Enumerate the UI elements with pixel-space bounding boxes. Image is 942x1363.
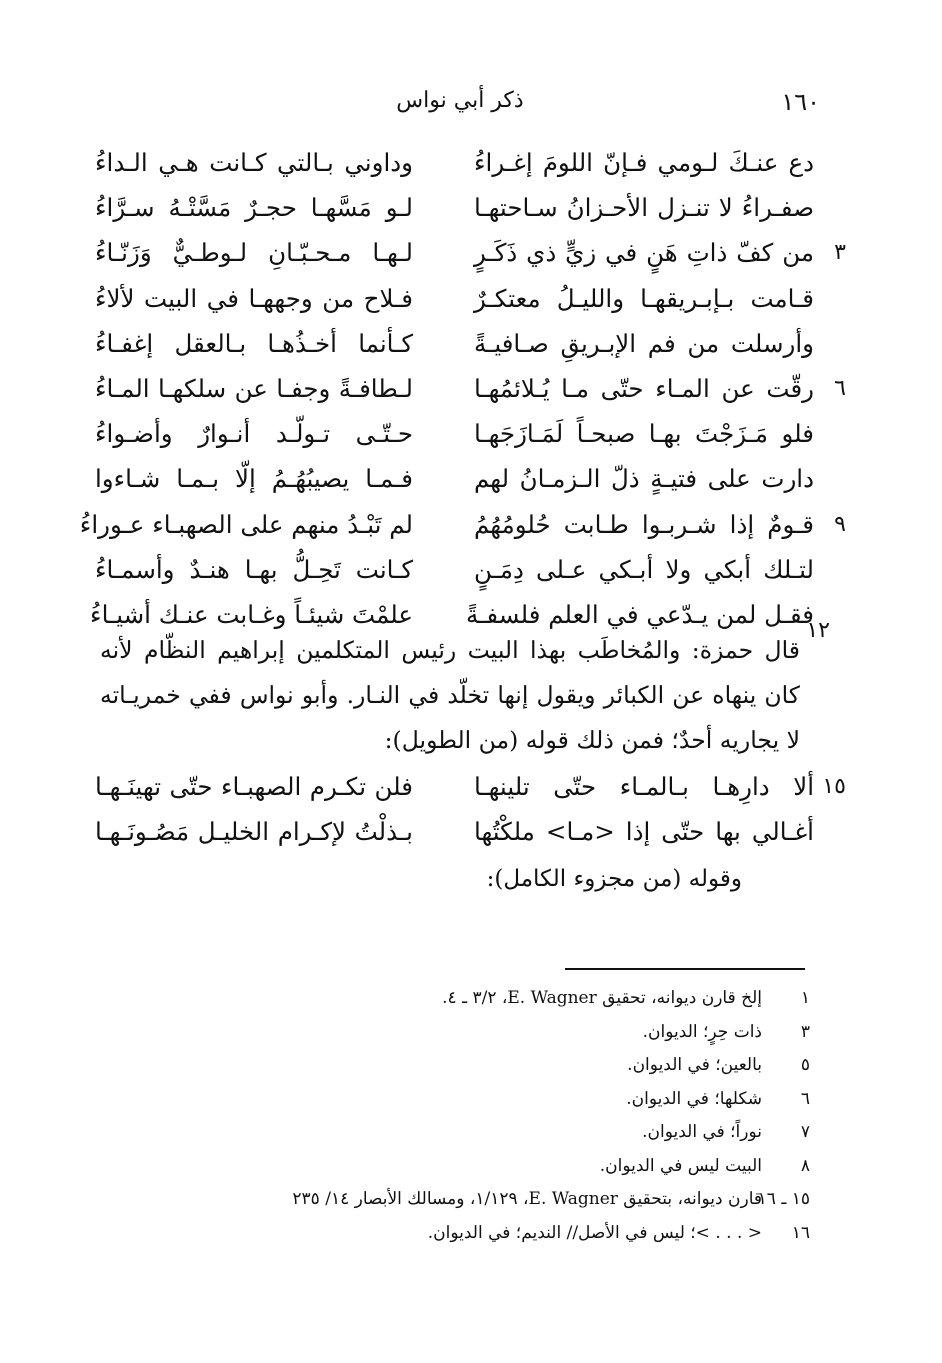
- second-hemistich: كـأنما أخـذُهـا بـالعقل إغفـاءُ: [95, 328, 413, 358]
- first-hemistich: وأرسلت من فم الإبـريقِ صـافيـةً: [474, 328, 814, 358]
- verse-number: ٩: [834, 511, 846, 537]
- footnote: [150, 1156, 810, 1190]
- verse-line: [95, 817, 830, 862]
- verse-line: [95, 419, 830, 464]
- footnotes: [150, 988, 810, 1256]
- verse-line: [95, 373, 846, 419]
- footnote: [150, 1189, 810, 1223]
- line-number: ١٢: [806, 618, 830, 643]
- second-hemistich: بـذلْتُ لإكـرام الخليـل مَصُـونَـهـا: [95, 817, 413, 847]
- footnote: [150, 1089, 810, 1123]
- second-hemistich: فـلاح من وجههـا في البيت لألاءُ: [95, 283, 413, 313]
- footnote: [150, 1055, 810, 1089]
- first-hemistich: دع عنـكَ لـومي فـإنّ اللومَ إغـراءُ: [474, 148, 814, 177]
- footnote-text: البيت ليس في الديوان.: [599, 1155, 762, 1176]
- running-title: ذكر أبي نواس: [396, 88, 524, 113]
- footnote-text: إلخ قارن ديوانه، تحقيق E. Wagner، ٣/٢ ـ ٤.: [442, 988, 762, 1008]
- poem-intro: وقوله (من مجزوء الكامل):: [486, 866, 742, 892]
- poem-block-1: [79, 148, 846, 645]
- second-hemistich: لـهـا مـحـبّـانِ لـوطـيٌّ وَزَنّـاءُ: [95, 238, 413, 268]
- verse-number: ٦: [834, 375, 846, 401]
- second-hemistich: علمْتَ شيئـاً وغـابت عنـك أشيـاءُ: [90, 599, 413, 629]
- second-hemistich: فلن تكـرم الصهبـاء حتّى تهينَـهـا: [95, 772, 413, 801]
- first-hemistich: رقّت عن المـاء حتّى مـا يُـلائمُهـا: [474, 373, 814, 403]
- first-hemistich: لتـلك أبكي ولا أبـكي عـلى دِمَـنٍ: [474, 554, 814, 584]
- footnote: [150, 1223, 810, 1257]
- page-number: ١٦٠: [781, 88, 820, 116]
- first-hemistich: قـومٌ إذا شـربـوا طـابت حُلومُهُمُ: [474, 509, 814, 539]
- footnote-separator: [565, 968, 805, 970]
- footnote-number: ٧: [800, 1122, 810, 1142]
- second-hemistich: لـو مَسَّهـا حجـرٌ مَسَّتْـهُ سـرَّاءُ: [95, 193, 413, 223]
- verse-number: ١٥: [822, 774, 846, 799]
- verse-line: [95, 329, 830, 374]
- verse-line: [79, 509, 846, 555]
- poem-block-2: [95, 772, 846, 862]
- prose-paragraph: قال حمزة: والمُخاطَب بهذا البيت رئيس المتكلمين إبراهيم النظّام لأنه كان ينهاه عن الكبائر ويقول إنها تخلّد في النـار. وأبو نواس ففي خمريـاته لا يجاريه أحدٌ؛ فمن ذلك قوله (من الطويل):: [100, 636, 800, 754]
- footnote-number: ١: [800, 988, 810, 1008]
- page-header: [100, 88, 820, 128]
- first-hemistich: من كفّ ذاتِ هَنٍ في زيٍّ ذي ذَكَـرٍ: [474, 238, 814, 268]
- verse-line: [95, 464, 830, 509]
- footnote-text: < . . . >؛ ليس في الأصل// النديم؛ في الديوان.: [427, 1222, 762, 1243]
- verse-line: [95, 148, 830, 193]
- footnote-number: ١٦: [791, 1222, 810, 1243]
- verse-line: [95, 193, 830, 238]
- second-hemistich: لم تَبْـدُ منهم على الصهبـاء عـوراءُ: [79, 509, 413, 539]
- footnote-number: ٣: [800, 1021, 810, 1042]
- first-hemistich: ألا دارِهـا بـالمـاء حتّى تلينهـا: [474, 772, 814, 801]
- second-hemistich: حـتّـى تـولّـد أنـوارٌ وأضـواءُ: [95, 419, 413, 449]
- verse-line: [95, 238, 846, 283]
- footnote: [150, 988, 810, 1022]
- first-hemistich: فلو مَـزَجْتَ بهـا صبحـاً لَمَـازَجَهـا: [474, 419, 814, 449]
- second-hemistich: فـمـا يصيبُهُـمُ إلّا بـمـا شـاءوا: [95, 464, 413, 494]
- footnote-text: قارن ديوانه، بتحقيق E. Wagner، ١/١٢٩، ومسالك الأبصار ١٤/ ٢٣٥: [292, 1189, 762, 1209]
- first-hemistich: دارت على فتيـةٍ ذلّ الـزمـانُ لهم: [474, 464, 814, 494]
- footnote-text: بالعين؛ في الديوان.: [627, 1055, 762, 1075]
- second-hemistich: لـطافـةً وجفـا عن سلكهـا المـاءُ: [95, 373, 413, 403]
- footnote-number: ١٥ ـ ١٦: [757, 1189, 810, 1209]
- footnote-number: ٦: [800, 1088, 810, 1109]
- second-hemistich: وداوني بـالتي كـانت هـي الـداءُ: [95, 148, 413, 177]
- first-hemistich: صفـراءُ لا تنـزل الأحـزانُ سـاحتهـا: [474, 193, 814, 223]
- footnote: [150, 1022, 810, 1056]
- verse-line: [95, 555, 830, 600]
- footnote: [150, 1122, 810, 1156]
- verse-line: [95, 772, 846, 817]
- footnote-number: ٥: [800, 1055, 810, 1075]
- footnote-text: نوراً؛ في الديوان.: [642, 1122, 762, 1142]
- footnote-text: شكلها؛ في الديوان.: [626, 1088, 762, 1109]
- footnote-text: ذات حِرٍ؛ الديوان.: [642, 1021, 762, 1042]
- first-hemistich: فقـل لمن يـدّعي في العلم فلسفـةً: [466, 599, 814, 629]
- verse-line: [95, 284, 830, 329]
- footnote-number: ٨: [800, 1155, 810, 1176]
- first-hemistich: أغـالي بها حتّى إذا <مـا> ملكْتُها: [474, 817, 814, 847]
- verse-number: ٣: [834, 240, 846, 266]
- first-hemistich: قـامت بـإبـريقهـا والليـلُ معتكـرٌ: [474, 283, 814, 313]
- second-hemistich: كـانت تَحِـلُّ بهـا هنـدٌ وأسمـاءُ: [95, 554, 413, 584]
